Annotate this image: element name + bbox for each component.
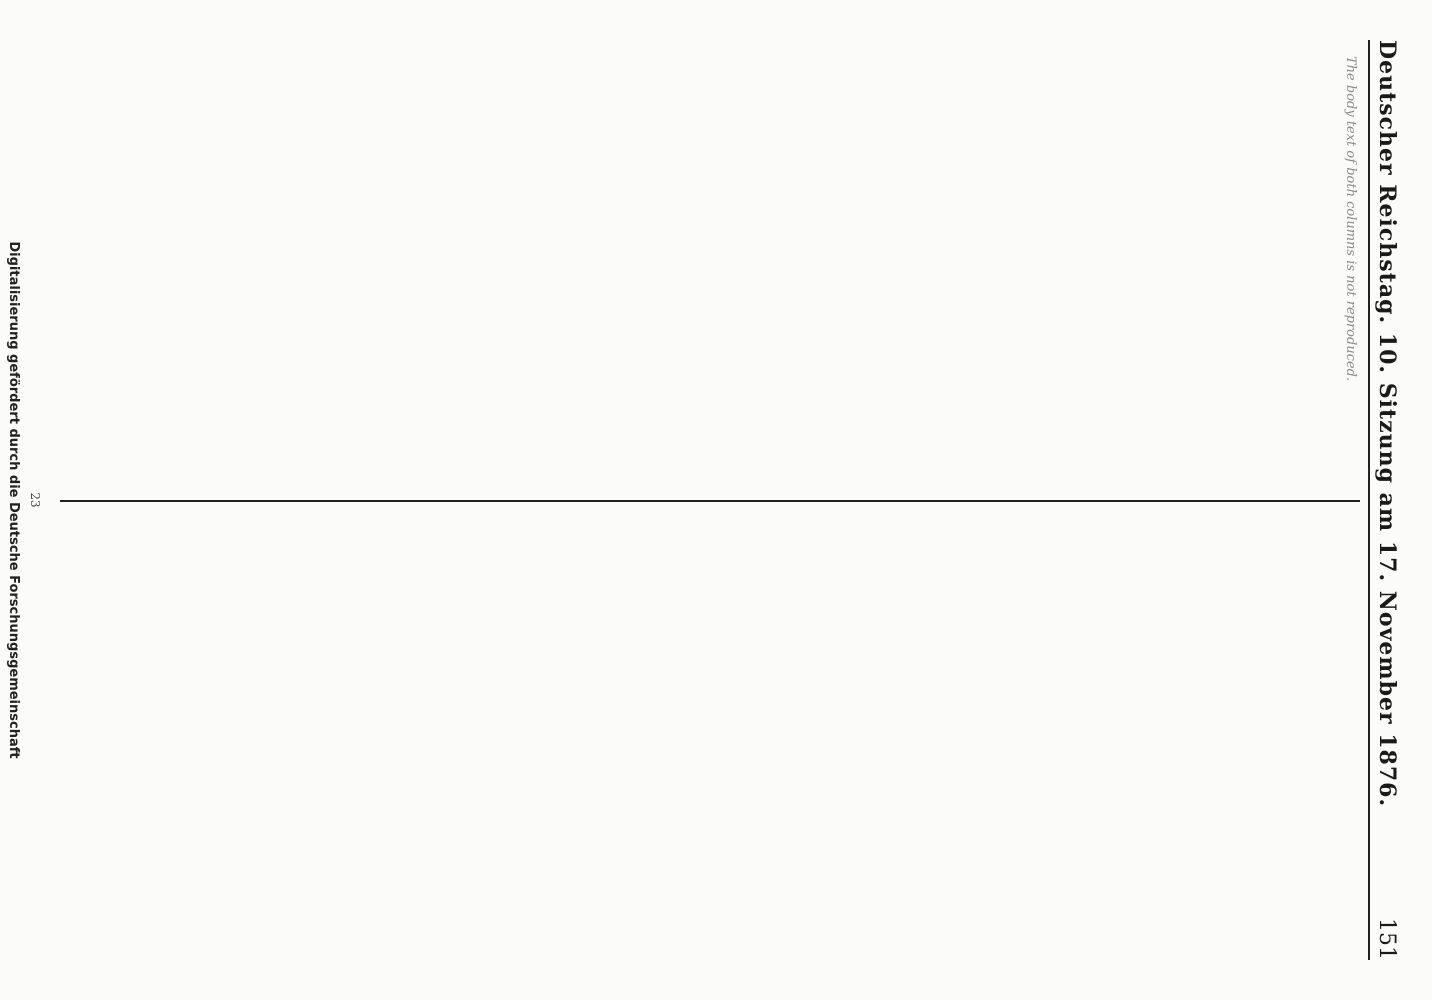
running-header [1368, 40, 1414, 960]
left-column [60, 40, 1360, 482]
dfg-watermark: Digitalisierung gefördert durch die Deutsche Forschungsgemeinschaft [6, 241, 21, 759]
signature-mark: 23 [28, 492, 42, 508]
page-number: 151 [1374, 918, 1399, 960]
running-title: Deutscher Reichstag. 10. Sitzung am 17. November 1876. [1374, 40, 1400, 808]
column-divider [60, 500, 1360, 502]
note-text-left-out: The body text of both columns is not reproduced. [1343, 56, 1358, 382]
right-column [60, 518, 1360, 960]
